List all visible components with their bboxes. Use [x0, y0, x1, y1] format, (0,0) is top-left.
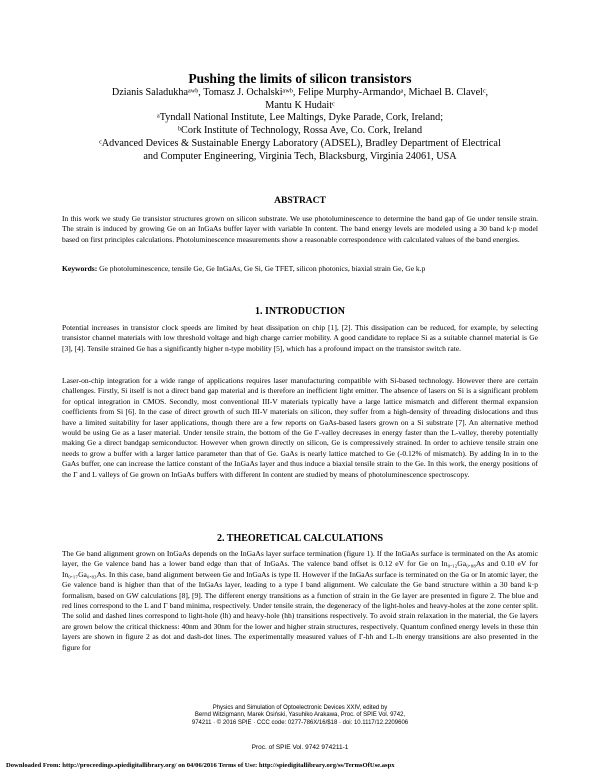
affiliation-a: ᵃTyndall National Institute, Lee Maltings, Dyke Parade, Cork, Ireland;	[156, 112, 444, 123]
conference-line-1: Physics and Simulation of Optoelectronic Devices XXIV, edited by	[212, 705, 388, 711]
affiliation-c-line-1: ᶜAdvanced Devices & Sustainable Energy Laboratory (ADSEL), Bradley Department of Electrical	[99, 138, 501, 149]
affiliation-b: ᵇCork Institute of Technology, Rossa Ave, Co. Cork, Ireland	[177, 125, 423, 136]
authors-line-1: Dzianis Saladukhaᵃʷᵇ, Tomasz J. Ochalskiᵃʷᵇ, Felipe Murphy-Armandoᵃ, Michael B. Clavelᶜ,	[111, 87, 489, 98]
page-number: Proc. of SPIE Vol. 9742 974211-1	[251, 744, 349, 751]
section-1-paragraph-1: Potential increases in transistor clock speeds are limited by heat dissipation on chip [1], [2]. This dissipation can be reduced, for example, by selecting transistor channel materials with low threshold voltage and high charge carrier mobility. A good candidate to replace Si as a suitable channel material is Ge [3], [4]. Tensile strained Ge has a significantly higher n-type mobility [5], which has a profound impact on the transistor switch rate.	[62, 323, 538, 353]
download-notice: Downloaded From: http://proceedings.spiedigitallibrary.org/ on 04/06/2016 Terms of Use: http://spiedigitallibrary.org/ss/TermsOfUse.aspx	[6, 762, 395, 769]
conference-footer	[150, 705, 450, 727]
abstract-text: In this work we study Ge transistor structures grown on silicon substrate. We use photoluminescence to determine the band gap of Ge under tensile strain. The strain is induced by growing Ge on an InGaAs buffer layer with variable In content. The band energy levels are modeled using a 30 band k·p model based on first principles calculations. Photoluminescence measurements show a reasonable correspondence with calculated values of the band energies.	[62, 214, 538, 244]
affiliation-c-line-2: and Computer Engineering, Virginia Tech, Blacksburg, Virginia 24061, USA	[143, 150, 457, 162]
affiliation-c	[40, 138, 560, 163]
section-1-heading: 1. INTRODUCTION	[254, 306, 345, 317]
keywords-list: Ge photoluminescence, tensile Ge, Ge InGaAs, Ge Si, Ge TFET, silicon photonics, biaxial strain Ge, Ge k.p	[97, 264, 426, 273]
conference-line-2: Bernd Witzigmann, Marek Osiński, Yasuhiko Arakawa, Proc. of SPIE Vol. 9742,	[194, 712, 406, 719]
abstract-heading: ABSTRACT	[274, 196, 326, 206]
section-1-paragraph-2: Laser-on-chip integration for a wide range of applications requires laser manufacturing compatible with Si-based technology. However there are certain challenges. Firstly, Si itself is not a direct band gap material and is therefore an inefficient light emitter. The absence of lasers on Si is a significant problem for optical integration in CMOS. Secondly, most conventional III-V materials typically have a large lattice mismatch and different thermal expansion coefficients from Si [6]. In the case of direct growth of such III-V materials on silicon, they suffer from a high-density of threading dislocations and thus have a limited suitability for laser applications, though there are a few reports on GaAs-based lasers grown on a Si substrate [7]. An alternative method would be using Ge as a laser material. Under tensile strain, the bottom of the Ge Γ-valley decreases in energy faster than the L-valley, thereby potentially making Ge a direct bandgap semiconductor. However when grown directly on silicon, Ge is compressively strained. In order to achieve tensile strain one needs to grow a buffer with a larger lattice parameter than that of Ge. GaAs is nearly lattice matched to Ge (-0.12% of mismatch). By adding In in to the GaAs buffer, one can increase the lattice constant of the InGaAs layer and thus induce a biaxial tensile strain to the Ge. In this work, the energy positions of the Γ and L valleys of Ge grown on InGaAs buffers with different In content are studied by means of photoluminescence spectroscopy.	[62, 376, 538, 479]
paper-title: Pushing the limits of silicon transistors	[188, 71, 412, 86]
section-2-heading: 2. THEORETICAL CALCULATIONS	[216, 533, 384, 544]
keywords-label: Keywords:	[62, 264, 98, 273]
author-list	[60, 87, 540, 112]
conference-line-3: 974211 · © 2016 SPIE · CCC code: 0277-786X/16/$18 · doi: 10.1117/12.2209606	[191, 719, 409, 726]
section-2-paragraph-1: The Ge band alignment grown on InGaAs depends on the InGaAs layer surface termination (figure 1). If the InGaAs surface is terminated on the As atomic layer, the Ge valence band has a lower band edge than that of InGaAs. The valence band offset is 0.12 eV for Ge on In₀.₁₂Ga₀.₈₈As and 0.10 eV for In₀.₁₇Ga₀.₈₃As. In this case, band alignment between Ge and InGaAs is type II. However if the InGaAs surface is terminated on the Ga or In atomic layer, the Ge valence band is higher than that of the InGaAs layer, leading to a type I band alignment. We calculate the Ge band structure within a 30 band k·p formalism, based on GW calculations [8], [9]. The different energy transitions as a function of strain in the Ge layer are presented in figure 2. The blue and red lines correspond to the L and Γ band minima, respectively. Under tensile strain, the degeneracy of the light-holes and heavy-holes at the zone center split. The solid and dashed lines correspond to light-hole (lh) and heavy-hole (hh) transitions respectively. To avoid strain relaxation in the material, the Ge layers are grown below the critical thickness: 40nm and 30nm for the lower and higher strain structures, respectively. Quantum confined energy levels in these thin layers are shown in figure 2 as dot and dash-dot lines. The experimentally measured values of Γ-hh and L-lh energy transitions are also presented in the figure for	[62, 549, 538, 652]
authors-line-2: Mantu K Hudaitᶜ	[265, 99, 335, 111]
keywords	[62, 264, 538, 274]
